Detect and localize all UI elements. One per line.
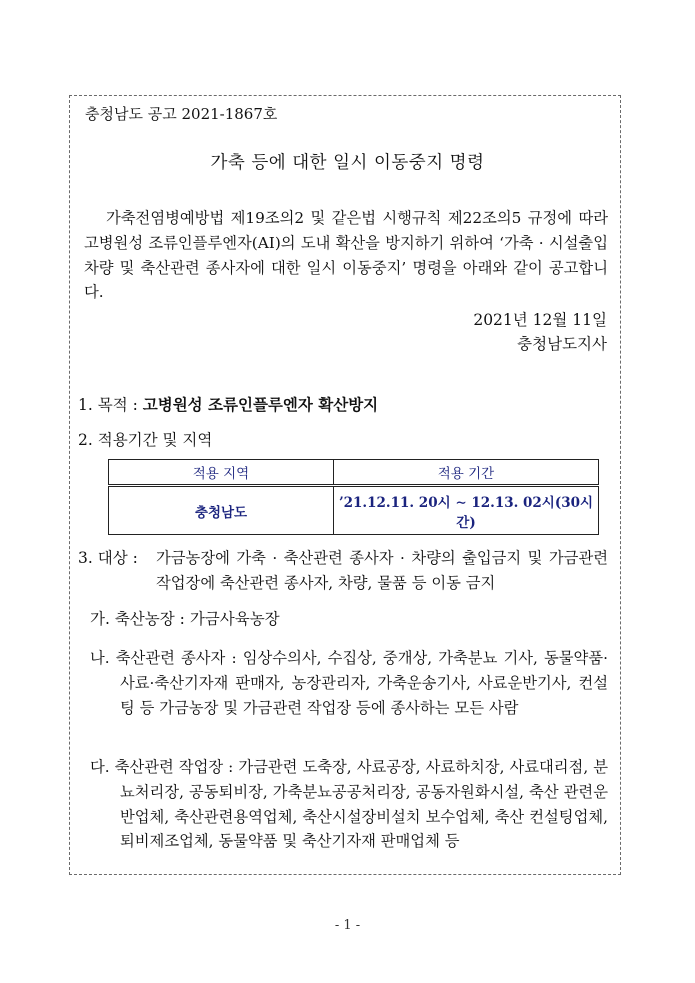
list-item-label: 다. 축산관련 작업장 : — [90, 758, 234, 776]
page-number: - 1 - — [334, 918, 361, 933]
table-header-region: 적용 지역 — [109, 460, 334, 486]
section-period-label: 2. 적용기간 및 지역 — [78, 431, 213, 449]
list-item-text: 가금관련 도축장, 사료공장, 사료하치장, 사료대리점, 분뇨처리장, 공동퇴비장, 가축분뇨공공처리장, 공동자원화시설, 축산 관련운반업체, 축산관련용역업체, 축산시설장비설치 보수업체, 축산 컨설팅업체, 퇴비제조업체, 동물약품 및 축산기자재 판매업체 등 — [120, 758, 608, 851]
table-row — [109, 486, 599, 535]
intro-paragraph: 가축전염병예방법 제19조의2 및 같은법 시행규칙 제22조의5 규정에 따라 고병원성 조류인플루엔자(AI)의 도내 확산을 방지하기 위하여 ‘가축 · 시설출입차량 및 축산관련 종사자에 대한 일시 이동중지’ 명령을 아래와 같이 공고합니다. — [84, 209, 608, 302]
table-header-period: 적용 기간 — [334, 460, 599, 486]
list-item-workers — [90, 646, 608, 720]
list-item-farm — [90, 609, 280, 629]
list-item-label: 가. 축산농장 : — [90, 610, 185, 628]
notice-number: 충청남도 공고 2021-1867호 — [85, 105, 278, 123]
section-target-text: 가금농장에 가축 · 축산관련 종사자 · 차량의 출입금지 및 가금관련 작업장에 축산관련 종사자, 차량, 물품 등 이동 금지 — [156, 549, 608, 592]
list-item-workplaces — [90, 755, 608, 854]
region-period-table — [108, 459, 599, 535]
list-item-text: 가금사육농장 — [189, 610, 280, 628]
list-item-label: 나. 축산관련 종사자 : — [90, 649, 237, 667]
list-item-text: 임상수의사, 수집상, 중개상, 가축분뇨 기사, 동물약품·사료·축산기자재 판매자, 농장관리자, 가축운송기사, 사료운반기사, 컨설팅 등 가금농장 및 가금관련 작업장 등에 종사하는 모든 사람 — [120, 649, 608, 717]
section-purpose-value: 고병원성 조류인플루엔자 확산방지 — [142, 395, 379, 414]
section-target-label: 3. 대상 : — [78, 549, 138, 567]
table-cell-period: ’21.12.11. 20시 ∼ 12.13. 02시(30시간) — [334, 486, 599, 535]
section-purpose-label: 1. 목적 : — [78, 396, 138, 414]
section-purpose — [78, 395, 378, 415]
notice-issuer: 충청남도지사 — [517, 335, 607, 353]
table-header-row — [109, 460, 599, 486]
document-title: 가축 등에 대한 일시 이동중지 명령 — [210, 153, 485, 173]
notice-date: 2021년 12월 11일 — [473, 311, 607, 329]
table-cell-region: 충청남도 — [109, 486, 334, 535]
